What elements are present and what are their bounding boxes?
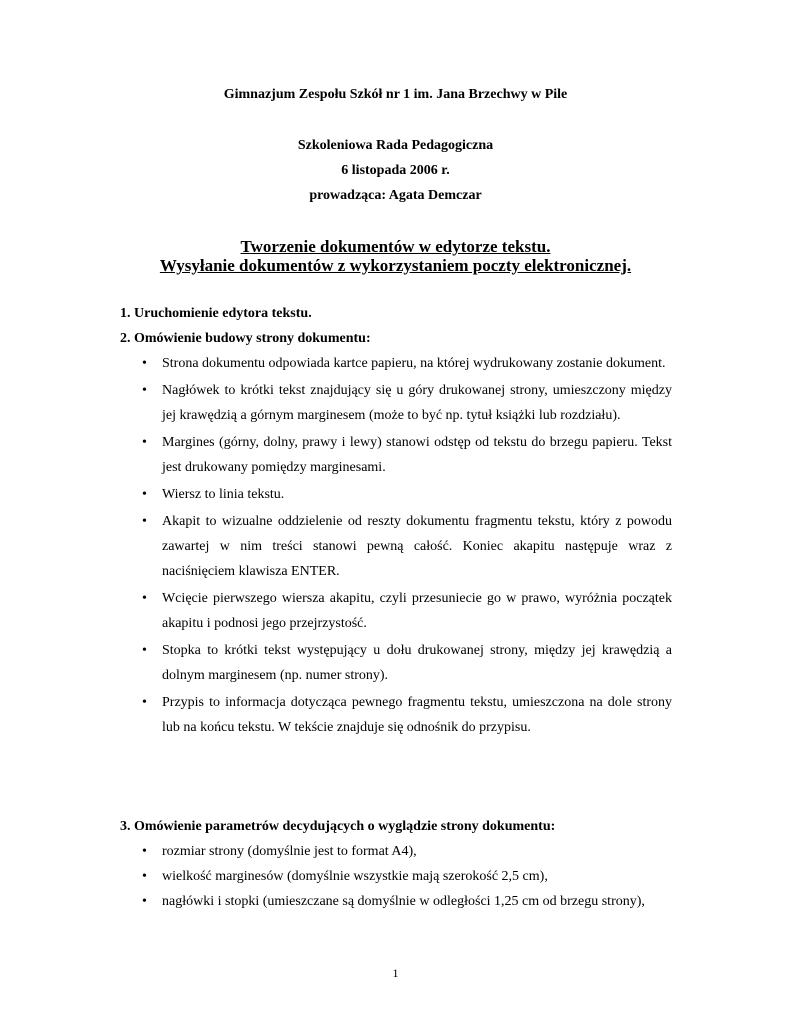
- list-item: [120, 638, 672, 688]
- event-name: Szkoleniowa Rada Pedagogiczna: [297, 138, 494, 153]
- bullet-icon: •: [142, 487, 147, 502]
- list-item-text: Margines (górny, dolny, prawy i lewy) stanowi odstęp od tekstu do brzegu papieru. Tekst jest drukowany pomiędzy marginesami.: [162, 435, 672, 475]
- list-item: [120, 378, 672, 428]
- bullet-icon: •: [142, 844, 147, 859]
- section-2-list: [120, 351, 672, 740]
- list-item-text: Wiersz to linia tekstu.: [162, 487, 285, 502]
- event-date: 6 listopada 2006 r.: [341, 163, 450, 178]
- bullet-icon: •: [142, 591, 147, 606]
- document-title-line-2: Wysyłanie dokumentów z wykorzystaniem poczty elektronicznej.: [159, 256, 632, 275]
- bullet-icon: •: [142, 435, 147, 450]
- section-2-heading: 2. Omówienie budowy strony dokumentu:: [120, 331, 371, 346]
- list-item: [120, 690, 672, 740]
- list-item: [120, 509, 672, 584]
- bullet-icon: •: [142, 869, 147, 884]
- list-item-text: Nagłówek to krótki tekst znajdujący się u góry drukowanej strony, umieszczony między jej krawędzią a górnym marginesem (może to być np. tytuł książki lub rozdziału).: [162, 383, 672, 423]
- list-item-text: Strona dokumentu odpowiada kartce papieru, na której wydrukowany zostanie dokument.: [162, 356, 666, 371]
- bullet-icon: •: [142, 695, 147, 710]
- school-name: Gimnazjum Zespołu Szkół nr 1 im. Jana Brzechwy w Pile: [223, 87, 568, 102]
- list-item: [120, 351, 672, 376]
- bullet-icon: •: [142, 894, 147, 909]
- section-3-heading: 3. Omówienie parametrów decydujących o wyglądzie strony dokumentu:: [120, 819, 556, 834]
- presenter: prowadząca: Agata Demczar: [309, 188, 482, 203]
- section-3-list: [120, 839, 672, 914]
- list-item: [120, 482, 672, 507]
- list-item: [120, 586, 672, 636]
- list-item-text: rozmiar strony (domyślnie jest to format A4),: [162, 844, 417, 859]
- bullet-icon: •: [142, 643, 147, 658]
- list-item-text: Akapit to wizualne oddzielenie od reszty dokumentu fragmentu tekstu, który z powodu zawartej w nim treści stanowi pewną całość. Koniec akapitu następuje wraz z naciśnięciem klawisza ENTER.: [162, 514, 672, 579]
- page-number: 1: [392, 966, 399, 980]
- list-item: [120, 864, 672, 889]
- list-item-text: Wcięcie pierwszego wiersza akapitu, czyli przesuniecie go w prawo, wyróżnia początek akapitu i podnosi jego przejrzystość.: [162, 591, 672, 631]
- section-1-heading: 1. Uruchomienie edytora tekstu.: [120, 306, 312, 321]
- bullet-icon: •: [142, 514, 147, 529]
- list-item-text: Przypis to informacja dotycząca pewnego fragmentu tekstu, umieszczona na dole strony lub na końcu tekstu. W tekście znajduje się odnośnik do przypisu.: [162, 695, 672, 735]
- document-title-line-1: Tworzenie dokumentów w edytorze tekstu.: [240, 237, 551, 256]
- bullet-icon: •: [142, 383, 147, 398]
- list-item: [120, 430, 672, 480]
- list-item-text: nagłówki i stopki (umieszczane są domyślnie w odległości 1,25 cm od brzegu strony),: [162, 894, 645, 909]
- list-item: [120, 839, 672, 864]
- list-item: [120, 889, 672, 914]
- list-item-text: Stopka to krótki tekst występujący u dołu drukowanej strony, między jej krawędzią a dolnym marginesem (np. numer strony).: [162, 643, 672, 683]
- bullet-icon: •: [142, 356, 147, 371]
- list-item-text: wielkość marginesów (domyślnie wszystkie mają szerokość 2,5 cm),: [162, 869, 548, 884]
